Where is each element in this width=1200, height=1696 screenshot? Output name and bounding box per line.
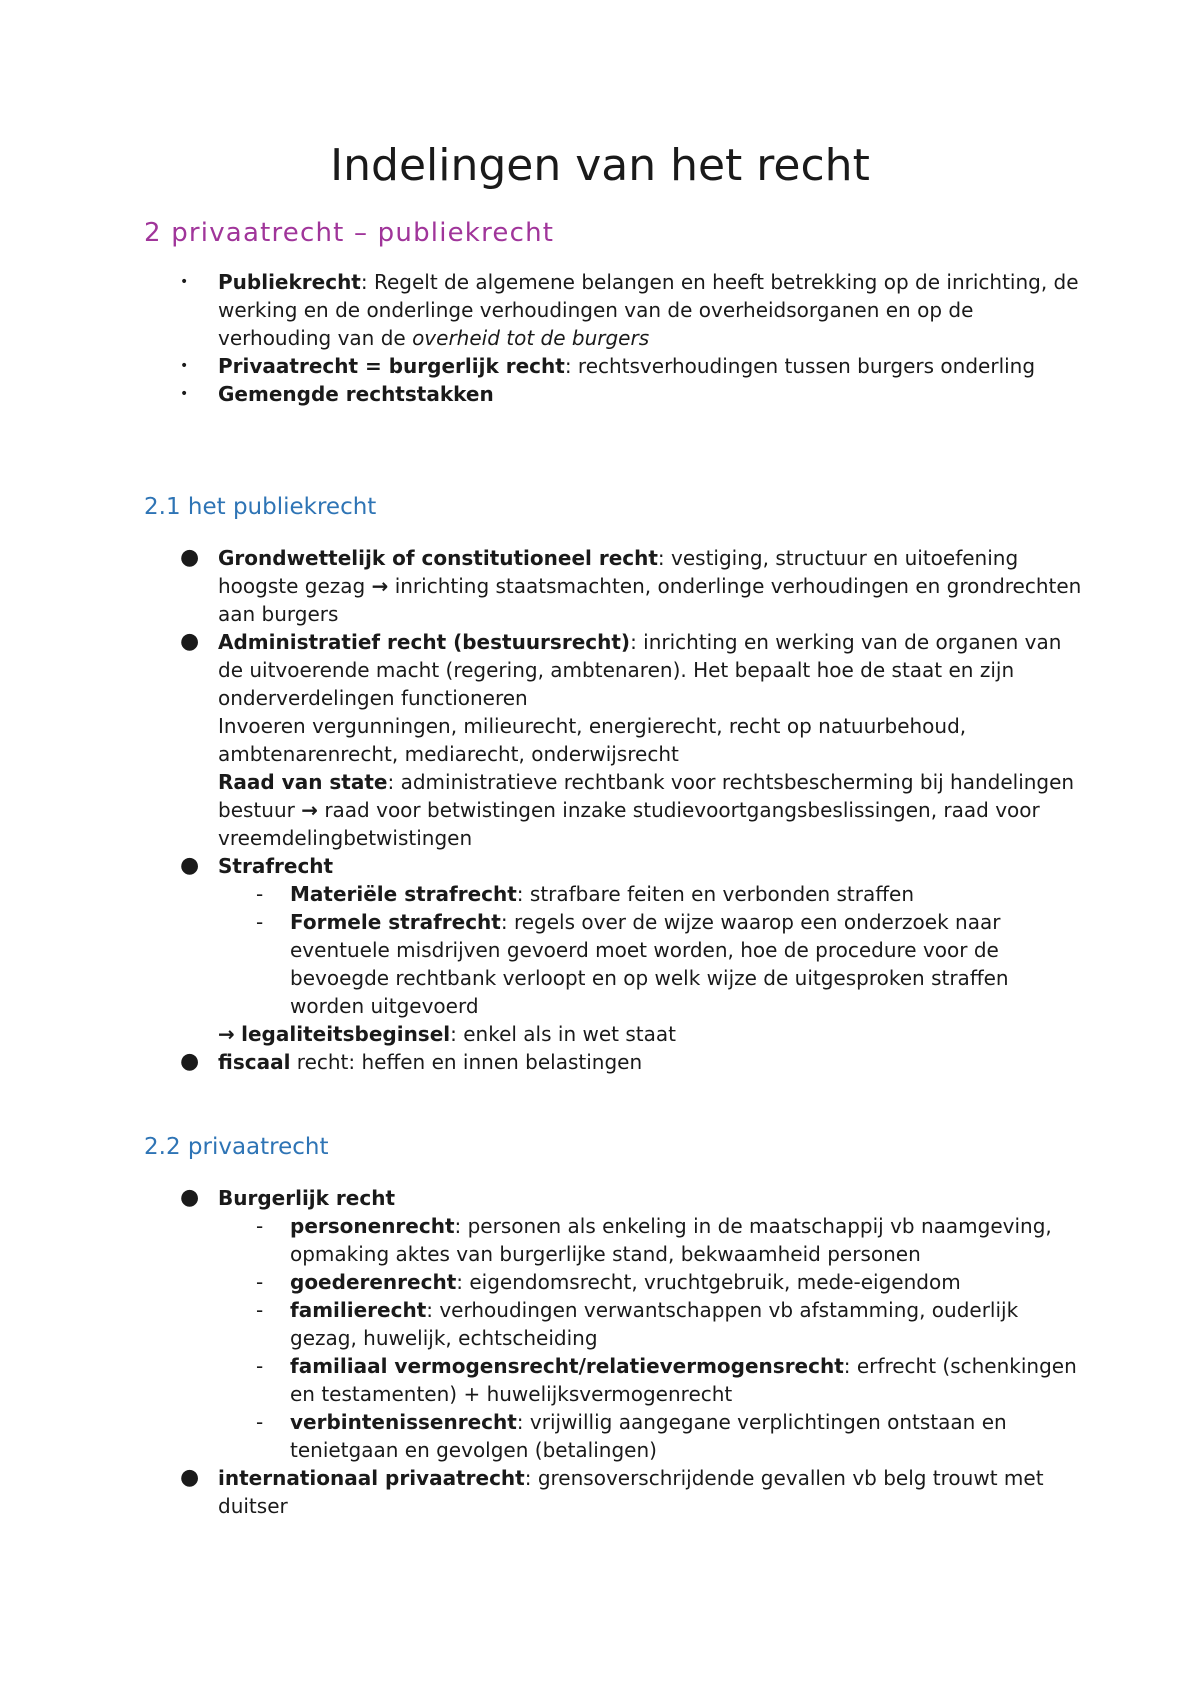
list-item <box>0 628 1088 852</box>
definition: : regels over de wijze waarop een onderzoek naar eventuele misdrijven gevoerd moet worden, hoe de procedure voor de bevoegde rechtbank verloopt en op welk wijze de uitgesproken straffen worden uitgevoerd <box>290 910 1009 1018</box>
definition: : eigendomsrecht, vruchtgebruik, mede-eigendom <box>456 1270 961 1294</box>
definition: : vestiging, structuur en uitoefening hoogste gezag <box>218 546 1019 598</box>
bullet: ● <box>180 629 200 654</box>
term: goederenrecht <box>290 1270 457 1294</box>
bullet: • <box>180 274 189 290</box>
list-item <box>0 1184 1088 1464</box>
section-heading-main: 2 privaatrecht – publiekrecht <box>144 218 555 248</box>
arrow-icon: → <box>371 574 389 598</box>
dash-bullet: - <box>256 910 264 934</box>
list-item <box>0 380 1088 408</box>
emphasis: overheid tot de burgers <box>412 326 650 350</box>
term: verbintenissenrecht <box>290 1410 517 1434</box>
definition: : Regelt de algemene belangen en heeft betrekking op de inrichting, de werking en de onderlinge verhoudingen van de overheidsorganen en op de verhouding van de <box>218 270 1079 350</box>
definition: : administratieve rechtbank voor rechtsbescherming bij handelingen bestuur <box>218 770 1075 822</box>
term: Publiekrecht <box>218 270 361 294</box>
list-item <box>0 852 1088 1048</box>
arrow-icon: → <box>218 1022 235 1046</box>
legaliteit-line <box>218 1020 1088 1048</box>
examples-line: Invoeren vergunningen, milieurecht, energierecht, recht op natuurbehoud, ambtenarenrecht, mediarecht, onderwijsrecht <box>218 714 967 766</box>
document-title: Indelingen van het recht <box>330 140 870 191</box>
term: legaliteitsbeginsel <box>241 1022 451 1046</box>
definition: : grensoverschrijdende gevallen vb belg trouwt met duitser <box>218 1466 1044 1518</box>
term: Gemengde rechtstakken <box>218 382 494 406</box>
definition: : strafbare feiten en verbonden straffen <box>516 882 914 906</box>
dash-bullet: - <box>256 1354 264 1378</box>
arrow-icon: → <box>301 798 318 822</box>
sub-list-item <box>218 880 1088 908</box>
term: Strafrecht <box>218 854 334 878</box>
main-list <box>0 268 1200 408</box>
sub-list-item <box>218 1352 1088 1408</box>
term: Materiële strafrecht <box>290 882 517 906</box>
bullet: • <box>180 358 189 374</box>
bullet: ● <box>180 853 200 878</box>
list-item <box>0 544 1088 628</box>
sub-list-item <box>218 908 1088 1020</box>
privaatrecht-list <box>0 1184 1200 1520</box>
sub-list-item <box>218 1296 1088 1352</box>
list-item <box>0 268 1088 352</box>
dash-bullet: - <box>256 1298 264 1322</box>
raad-van-state-line <box>218 768 1088 852</box>
dash-bullet: - <box>256 882 264 906</box>
term: Burgerlijk recht <box>218 1186 396 1210</box>
term: Grondwettelijk of constitutioneel recht <box>218 546 658 570</box>
definition: : verhoudingen verwantschappen vb afstamming, ouderlijk gezag, huwelijk, echtscheiding <box>290 1298 1019 1350</box>
bullet: ● <box>180 1185 200 1210</box>
list-item <box>0 352 1088 380</box>
definition: : enkel als in wet staat <box>450 1022 676 1046</box>
bullet: ● <box>180 1465 200 1490</box>
bullet: ● <box>180 1049 200 1074</box>
term: fiscaal <box>218 1050 291 1074</box>
sub-list <box>218 880 1088 1020</box>
dash-bullet: - <box>256 1214 264 1238</box>
term: familiaal vermogensrecht/relatievermogensrecht <box>290 1354 844 1378</box>
definition-continued: inrichting staatsmachten, onderlinge verhoudingen en grondrechten aan burgers <box>218 574 1082 626</box>
section-heading-privaatrecht: 2.2 privaatrecht <box>144 1134 329 1160</box>
definition: recht: heffen en innen belastingen <box>290 1050 643 1074</box>
section-heading-publiekrecht: 2.1 het publiekrecht <box>144 494 377 520</box>
term: internationaal privaatrecht <box>218 1466 525 1490</box>
sub-list <box>218 1212 1088 1464</box>
term: Raad van state <box>218 770 388 794</box>
term: Formele strafrecht <box>290 910 501 934</box>
term: Administratief recht (bestuursrecht) <box>218 630 631 654</box>
dash-bullet: - <box>256 1270 264 1294</box>
bullet: ● <box>180 545 200 570</box>
sub-list-item <box>218 1212 1088 1268</box>
sub-list-item <box>218 1268 1088 1296</box>
definition: : inrichting en werking van de organen van de uitvoerende macht (regering, ambtenaren). Het bepaalt hoe de staat en zijn onderverdelingen functioneren <box>218 630 1062 710</box>
bullet: • <box>180 386 189 402</box>
definition: : rechtsverhoudingen tussen burgers onderling <box>564 354 1036 378</box>
list-item <box>0 1048 1088 1076</box>
publiekrecht-list <box>0 544 1200 1076</box>
definition: : erfrecht (schenkingen en testamenten) + huwelijksvermogenrecht <box>290 1354 1077 1406</box>
term: Privaatrecht = burgerlijk recht <box>218 354 565 378</box>
definition-continued: raad voor betwistingen inzake studievoortgangsbeslissingen, raad voor vreemdelingbetwistingen <box>218 798 1040 850</box>
term: personenrecht <box>290 1214 455 1238</box>
list-item <box>0 1464 1088 1520</box>
dash-bullet: - <box>256 1410 264 1434</box>
term: familierecht <box>290 1298 427 1322</box>
definition: : vrijwillig aangegane verplichtingen ontstaan en tenietgaan en gevolgen (betalingen) <box>290 1410 1007 1462</box>
definition: : personen als enkeling in de maatschappij vb naamgeving, opmaking aktes van burgerlijke stand, bekwaamheid personen <box>290 1214 1052 1266</box>
sub-list-item <box>218 1408 1088 1464</box>
